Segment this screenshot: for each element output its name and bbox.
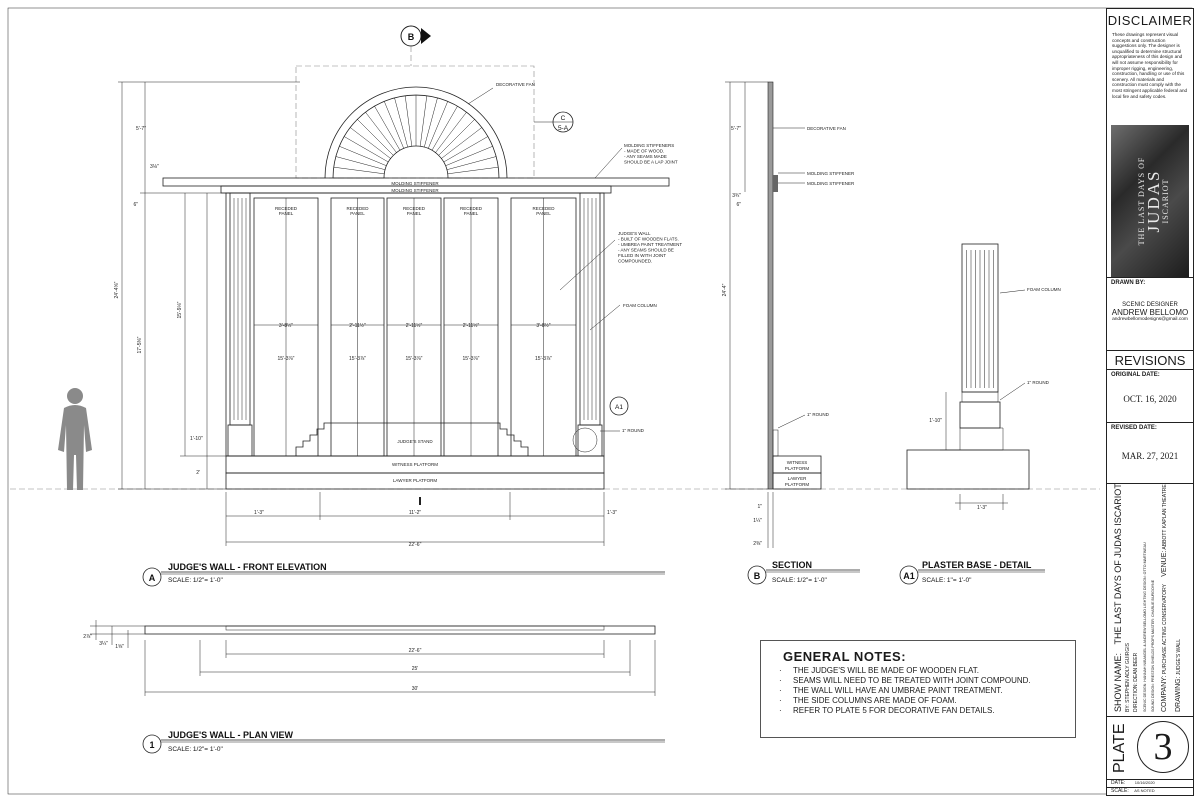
lawyer-platform-label: LAWYER PLATFORM: [392, 478, 438, 483]
show-by: BY: STEPHEN ADLY GUIRGIS: [1125, 642, 1131, 712]
drawing-label: DRAWING:: [1175, 676, 1182, 712]
plan-width-2: 25': [411, 666, 419, 672]
view-1-letter: 1: [149, 740, 155, 750]
note-line: FILLED IN WITH JOINT: [618, 253, 667, 258]
original-date-value: OCT. 16, 2020: [1123, 394, 1177, 404]
revisions-header: [1107, 351, 1193, 370]
view-a1-scale: SCALE: 1"= 1'-0": [922, 577, 972, 584]
drawing-row: [1175, 639, 1182, 712]
one-round-label: 1" ROUND: [622, 428, 644, 433]
section-base: [773, 430, 778, 456]
c-marker-ref: 5-A: [557, 125, 569, 132]
plate-date-row: [1107, 780, 1193, 788]
note-item: · THE WALL WILL HAVE AN UMBRAE PAINT TREATMENT.: [779, 686, 1075, 696]
detail-round-label: 1" ROUND: [1027, 380, 1049, 385]
view-b-scale: SCALE: 1/2"= 1'-0": [772, 577, 827, 584]
venue-value: ABBOTT KAPLAN THEATRE: [1162, 484, 1168, 550]
view-a-letter: A: [148, 573, 156, 583]
detail-dimension-lines: [940, 290, 1025, 510]
detail-a1-marker[interactable]: [610, 397, 628, 415]
witness-platform-label: WITNESS PLATFORM: [392, 462, 438, 467]
panel-label: PANEL: [278, 211, 294, 216]
fan-petal: [432, 106, 458, 150]
view-a1-title: PLASTER BASE - DETAIL: [922, 560, 1032, 570]
logo-text: [1136, 124, 1170, 278]
panel-height: 15'-3⅞": [405, 356, 423, 362]
company-label: COMPANY:: [1161, 675, 1168, 712]
designer-role: SCENIC DESIGNER: [1122, 302, 1178, 308]
company-row: [1161, 484, 1168, 712]
section-stiffener-label-2: MOLDING STIFFENER: [807, 181, 855, 186]
dim-total-width: 22'-6": [408, 542, 422, 548]
human-scale-figure: [58, 388, 92, 490]
fan-petal: [344, 137, 388, 163]
view-b-letter: B: [753, 571, 761, 581]
panel-label: RECEDED: [274, 206, 298, 211]
plan-dim-a: 2⅞": [83, 634, 92, 640]
revised-date-section: [1107, 423, 1193, 484]
drawn-by-label: DRAWN BY:: [1111, 280, 1146, 286]
fan-petal: [395, 98, 408, 147]
fan-petal: [446, 146, 493, 166]
section-stiffener: [773, 175, 778, 192]
section-lawyer-1: LAWYER: [787, 476, 807, 481]
panel-label: PANEL: [406, 211, 422, 216]
detail-width: 1'-3": [977, 505, 987, 511]
dim-left-width: 1'-3": [254, 510, 264, 516]
disclaimer-section: [1107, 9, 1193, 278]
dim-base-height: 1'-10": [190, 436, 203, 442]
molding-stiffener-label-1: MOLDING STIFFENER: [391, 181, 439, 186]
panel-width: 2'-11½": [462, 323, 480, 329]
section-view: [722, 82, 855, 548]
panel-height: 15'-3⅞": [535, 356, 552, 362]
wall-note: [618, 231, 682, 264]
section-witness-1: WITNESS: [786, 460, 808, 465]
panel-label: PANEL: [350, 211, 365, 216]
panel-width: 3'-8½": [536, 323, 551, 329]
disclaimer-text: These drawings represent visual concepts and construction suggestions only. The designer is unqualified to determine structural appropriateness of this design and will not assume responsibility for improper rigging, engineering, construction, handling or use of this scenery. All materials and construction must comply with the most stringent applicable federal and local fire and safety codes.: [1112, 32, 1188, 99]
foam-column-right: [578, 193, 602, 456]
plan-width-3: 30': [411, 686, 419, 692]
note-line: MOLDING STIFFENERS: [624, 143, 675, 148]
fan-petal: [384, 101, 404, 148]
panel-height: 15'-3⅞": [462, 356, 480, 362]
plan-view: [83, 620, 655, 696]
fan-petal: [375, 106, 401, 150]
plate-label: PLATE: [1111, 723, 1128, 773]
show-credits-2: SOUND DESIGN: PRESTON SHIELDS PROPS MASTER: CHARLIE BURGOYNE: [1151, 579, 1155, 712]
note-item: · REFER TO PLATE 5 FOR DECORATIVE FAN DETAILS.: [779, 706, 1075, 716]
note-item: · SEAMS WILL NEED TO BE TREATED WITH JOINT COMPOUND.: [779, 676, 1075, 686]
plate-date-label: DATE:: [1111, 780, 1126, 786]
view-title-a: [143, 562, 665, 586]
panel-width: 2'-11½": [405, 323, 423, 329]
note-item: · THE JUDGE'S WILL BE MADE OF WOODEN FLAT.: [779, 666, 1075, 676]
elevation-dimension-lines: [118, 82, 604, 546]
general-notes-title: GENERAL NOTES:: [783, 649, 907, 664]
company-value: PURCHASE ACTING CONSERVATORY: [1162, 584, 1168, 675]
original-date-label: ORIGINAL DATE:: [1111, 372, 1160, 378]
view-title-b: [748, 560, 860, 584]
section-six: 6": [736, 202, 741, 208]
fan-petal: [420, 96, 427, 147]
panel-label: PANEL: [536, 211, 551, 216]
fan-petal: [405, 96, 412, 147]
venue-label: VENUE:: [1161, 550, 1168, 577]
panel-label: RECEDED: [459, 206, 483, 211]
view-title-a1: [900, 560, 1045, 584]
dim-fan-height: 5'-7": [136, 126, 146, 132]
panel-label: PANEL: [463, 211, 479, 216]
note-line: - UMBREA PAINT TREATMENT: [618, 242, 683, 247]
decorative-fan: [325, 87, 507, 178]
decorative-fan-label: DECORATIVE FAN: [496, 82, 535, 87]
section-d2: 1¼": [753, 518, 762, 524]
plan-dim-c: 1⅝": [115, 644, 124, 650]
plate-date-value: 10/16/2020: [1134, 780, 1155, 785]
designer-name: ANDREW BELLOMO: [1111, 308, 1189, 317]
original-date-section: [1107, 370, 1193, 423]
note-line: COMPOUNDED.: [618, 258, 653, 264]
section-wall: [768, 82, 773, 489]
plate-number: 3: [1137, 721, 1189, 773]
view-b-title: SECTION: [772, 560, 813, 570]
panel-width: 3'-8½": [278, 323, 294, 329]
fan-petal: [448, 167, 499, 174]
section-d1: 1": [757, 504, 762, 510]
note-line: SHOULD BE A LAP JOINT: [624, 159, 678, 165]
plate-scale-label: SCALE:: [1111, 788, 1129, 794]
c-marker-letter: C: [560, 115, 566, 122]
note-item: · THE SIDE COLUMNS ARE MADE OF FOAM.: [779, 696, 1075, 706]
section-total-h: 24'-4": [722, 283, 728, 297]
view-1-scale: SCALE: 1/2"= 1'-0": [168, 746, 223, 753]
drawn-by-section: [1107, 278, 1193, 351]
dim-total-height: 24'-4⅝": [114, 281, 120, 299]
detail-platform: [907, 450, 1029, 489]
show-direction: DIRECTION: DEAN BEER: [1133, 652, 1139, 712]
fan-petal: [424, 98, 437, 147]
plan-dim-b: 3¼": [99, 641, 108, 647]
note-line: JUDGE'S WALL: [618, 231, 651, 236]
section-b-marker[interactable]: [401, 26, 431, 46]
dim-wall-height: 17'-5⅜": [137, 336, 143, 354]
panel-label: RECEDED: [346, 206, 369, 211]
panel-width: 2'-11½": [349, 323, 366, 329]
show-logo: [1111, 125, 1189, 277]
foam-column-left: [228, 193, 252, 456]
view-1-title: JUDGE'S WALL - PLAN VIEW: [168, 730, 293, 740]
view-a-title: JUDGE'S WALL - FRONT ELEVATION: [168, 562, 327, 572]
judges-stand-label: JUDGE'S STAND: [397, 439, 433, 444]
column-base: [228, 425, 252, 456]
dim-two: 2': [196, 470, 200, 476]
section-fan-label: DECORATIVE FAN: [807, 126, 846, 131]
logo-line-1: THE LAST DAYS OF: [1137, 156, 1146, 246]
fan-petal: [334, 167, 385, 174]
note-line: - BUILT OF WOODEN FLATS.: [618, 236, 679, 242]
fan-petal: [336, 157, 385, 170]
stiffener-note: [624, 143, 678, 165]
detail-c-marker[interactable]: [553, 112, 573, 132]
designer-email: andrewbellomodesigns@gmail.com: [1112, 317, 1188, 322]
dim-inner-height: 15'-9⅛": [177, 301, 183, 319]
section-round-label: 1" ROUND: [807, 412, 829, 417]
plate-section: [1107, 717, 1193, 780]
panel-height: 15'-3⅞": [277, 356, 295, 362]
revisions-title: REVISIONS: [1114, 353, 1186, 368]
general-notes: [760, 640, 1076, 738]
section-d3: 2⅜": [753, 541, 762, 547]
plan-wall: [226, 626, 604, 630]
fan-petal: [339, 146, 386, 166]
detail-foam-label: FOAM COLUMN: [1027, 287, 1061, 292]
fan-petal: [428, 101, 448, 148]
general-notes-list: [779, 666, 1075, 716]
dim-stiffener-height: 3⅛": [150, 164, 159, 170]
revised-date-label: REVISED DATE:: [1111, 425, 1157, 431]
section-lawyer-2: PLATFORM: [784, 482, 810, 487]
view-a1-letter: A1: [903, 571, 915, 581]
dim-right-width: 1'-3": [607, 510, 617, 516]
molding-stiffener-label-2: MOLDING STIFFENER: [391, 188, 439, 193]
logo-line-2: JUDAS: [1144, 169, 1163, 233]
b-marker-letter: B: [407, 32, 415, 42]
logo-line-3: ISCARIOT: [1161, 178, 1170, 224]
revised-date-value: MAR. 27, 2021: [1121, 451, 1179, 461]
panel-label: RECEDED: [532, 206, 555, 211]
title-block: [1106, 8, 1194, 796]
a1-marker-letter: A1: [615, 404, 623, 411]
foam-column-label: FOAM COLUMN: [623, 303, 657, 308]
recessed-panels: [254, 198, 576, 456]
plan-dimension-lines: [90, 620, 655, 696]
show-name-value: THE LAST DAYS OF JUDAS ISCARIOT: [1113, 483, 1123, 645]
section-stiff-h: 3¾": [732, 193, 741, 199]
fan-petal: [447, 157, 496, 170]
plate-scale-value: AS NOTED: [1134, 788, 1155, 793]
fan-petal: [444, 137, 488, 163]
show-name-label: SHOW NAME:: [1113, 652, 1123, 712]
dim-mid-width: 11'-2": [408, 510, 422, 516]
dim-six: 6": [133, 202, 138, 208]
drawing-value: JUDGE'S WALL: [1176, 639, 1182, 676]
detail-height: 1'-10": [929, 418, 942, 424]
view-title-1: [143, 730, 665, 753]
section-fan-h: 5'-7": [731, 126, 741, 132]
plaster-base-detail: [907, 244, 1061, 511]
plan-width-1: 22'-6": [408, 648, 422, 654]
note-line: - MADE OF WOOD.: [624, 148, 665, 154]
view-a-scale: SCALE: 1/2"= 1'-0": [168, 577, 223, 584]
section-stiffener-label-1: MOLDING STIFFENER: [807, 171, 855, 176]
note-line: - ANY SEAMS SHOULD BE: [618, 247, 674, 253]
plate-scale-row: [1107, 788, 1193, 795]
panel-label: RECEDED: [402, 206, 426, 211]
show-credits-1: SCENIC DESIGN: HANNAH NIBANDEL & ANDREW BELLOMO LIGHTING DESIGN: OTTO MARTINEAU: [1143, 542, 1147, 712]
panel-height: 15'-3⅞": [349, 356, 366, 362]
section-witness-2: PLATFORM: [784, 466, 810, 471]
disclaimer-title: DISCLAIMER: [1107, 13, 1193, 28]
front-elevation: [114, 26, 682, 548]
show-name-row: [1113, 483, 1123, 712]
column-shaft: [230, 193, 250, 425]
note-line: - ANY SEAMS MADE: [624, 154, 667, 159]
column-shaft: [580, 193, 600, 425]
show-info-section: [1107, 484, 1193, 717]
